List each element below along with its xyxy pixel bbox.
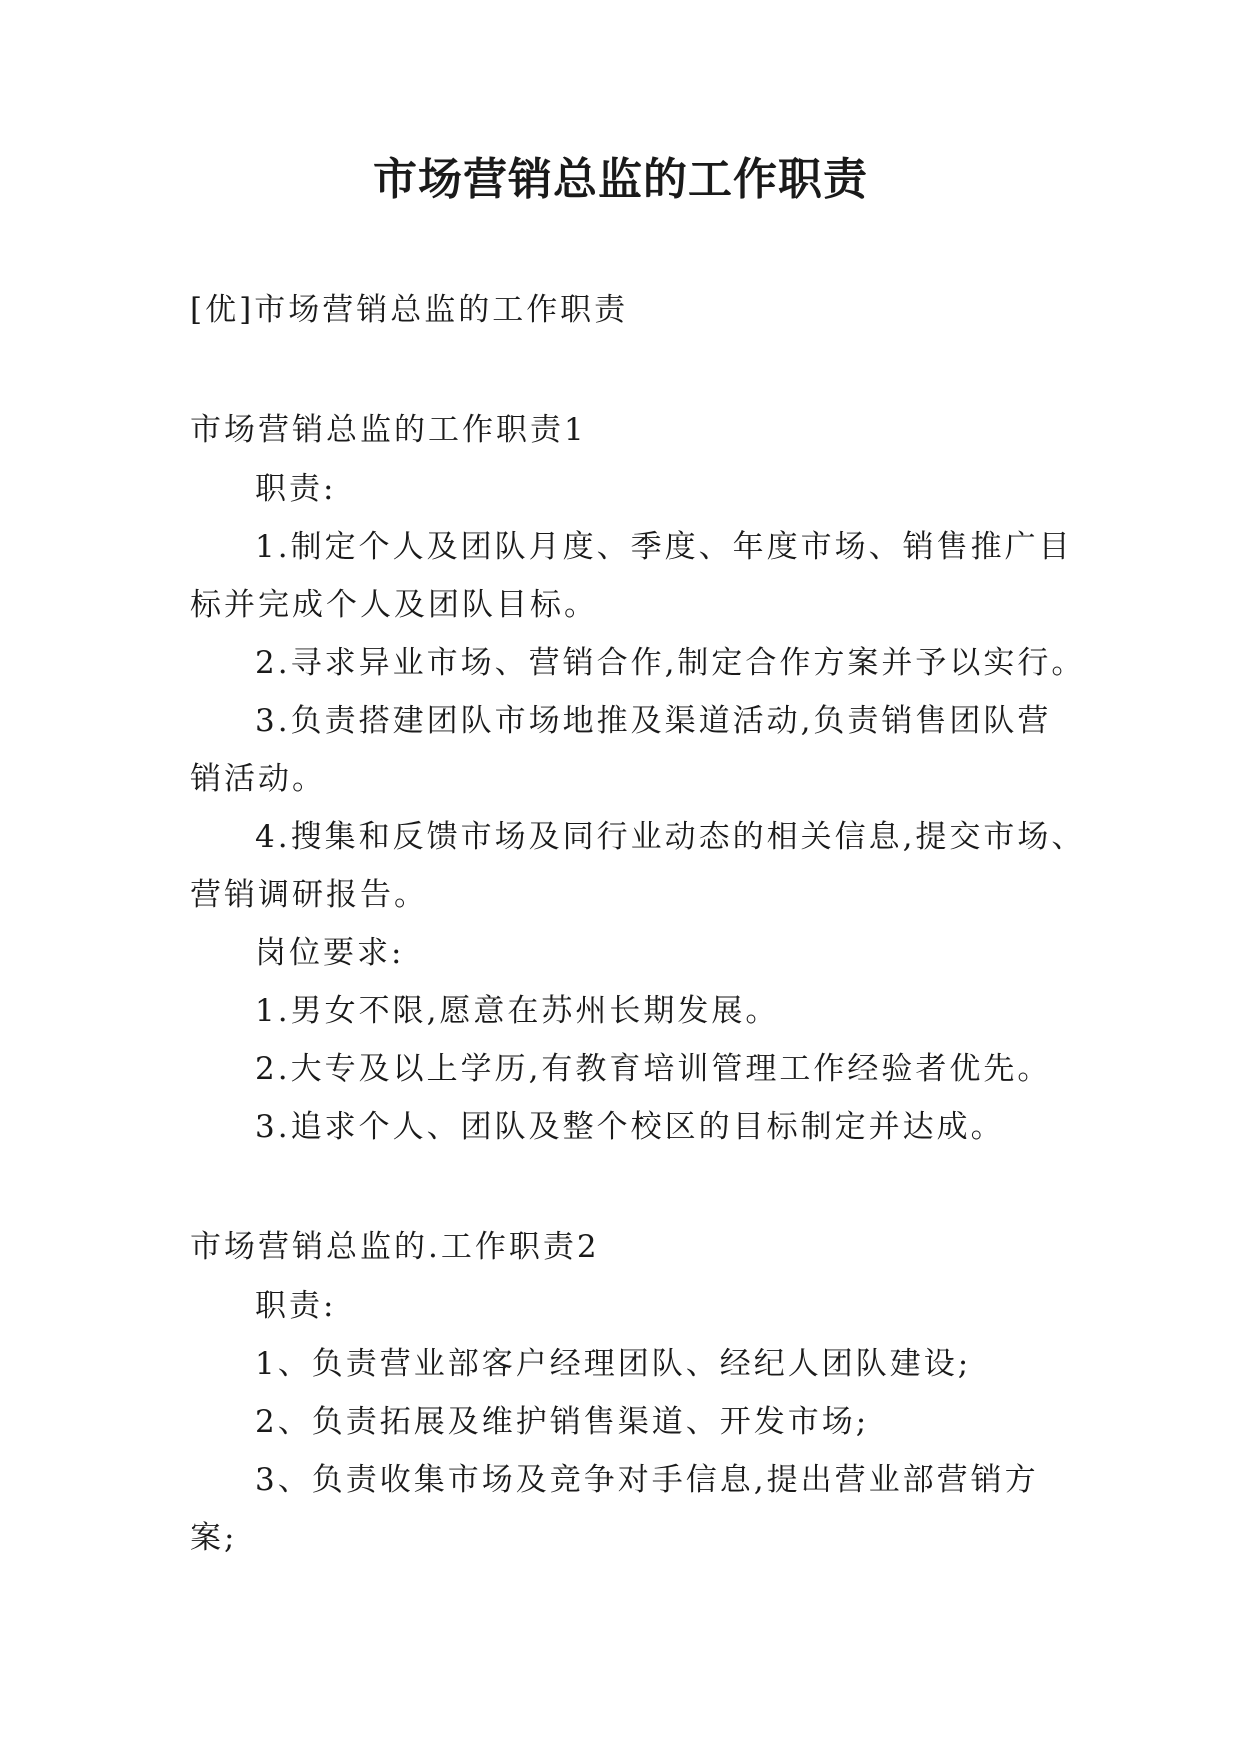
section2-duties-label: 职责: [255, 1288, 337, 1324]
section1-requirements-label: 岗位要求: [255, 935, 405, 971]
section1-duty1-line2: 标并完成个人及团队目标。 [190, 587, 598, 623]
section1-duty4-line1: 4.搜集和反馈市场及同行业动态的相关信息,提交市场、 [255, 819, 1086, 855]
section1-req3: 3.追求个人、团队及整个校区的目标制定并达成。 [255, 1109, 1005, 1145]
section1-duty3-line2: 销活动。 [190, 761, 326, 797]
section2-duty2: 2、负责拓展及维护销售渠道、开发市场; [255, 1404, 870, 1440]
section1-heading: 市场营销总监的工作职责1 [190, 412, 587, 448]
section2-duty3-line1: 3、负责收集市场及竞争对手信息,提出营业部营销方 [255, 1462, 1039, 1498]
section1-duties-label: 职责: [255, 471, 337, 507]
subtitle: [优]市场营销总监的工作职责 [190, 292, 629, 328]
document-title: 市场营销总监的工作职责 [373, 154, 868, 205]
section2-heading: 市场营销总监的.工作职责2 [190, 1229, 600, 1265]
section1-req1: 1.男女不限,愿意在苏州长期发展。 [255, 993, 780, 1029]
section1-duty2: 2.寻求异业市场、营销合作,制定合作方案并予以实行。 [255, 645, 1086, 681]
section1-duty3-line1: 3.负责搭建团队市场地推及渠道活动,负责销售团队营 [255, 703, 1052, 739]
section1-duty4-line2: 营销调研报告。 [190, 877, 428, 913]
section1-req2: 2.大专及以上学历,有教育培训管理工作经验者优先。 [255, 1051, 1052, 1087]
section2-duty1: 1、负责营业部客户经理团队、经纪人团队建设; [255, 1346, 972, 1382]
section1-duty1-line1: 1.制定个人及团队月度、季度、年度市场、销售推广目 [255, 529, 1073, 565]
section2-duty3-line2: 案; [190, 1520, 238, 1556]
